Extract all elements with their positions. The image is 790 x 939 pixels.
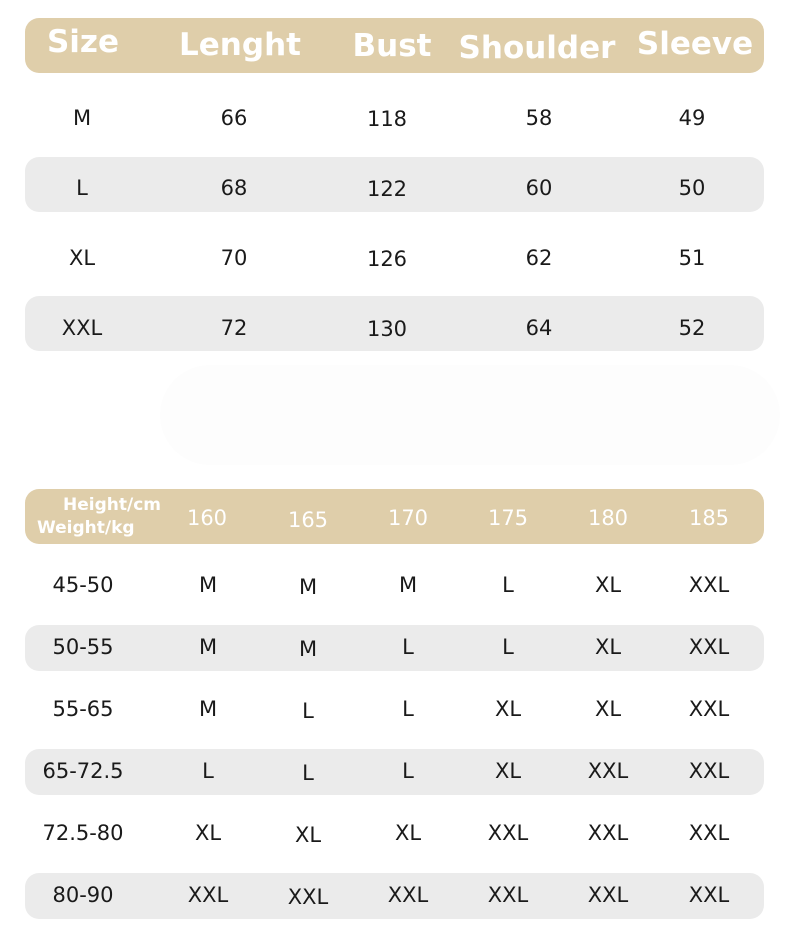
shoulder-cell: 58 (525, 106, 553, 130)
size-recommendation: L (302, 699, 314, 723)
size-header-shoulder: Shoulder (458, 30, 616, 66)
size-recommendation: XXL (688, 697, 730, 721)
bust-cell: 122 (366, 177, 408, 201)
size-recommendation: L (402, 635, 414, 659)
height-header-180: 180 (587, 506, 629, 530)
weight-cell: 65-72.5 (42, 759, 124, 783)
size-recommendation: XXL (187, 883, 229, 907)
size-recommendation: XL (594, 573, 622, 597)
size-cell: M (72, 106, 92, 130)
size-header-bust: Bust (352, 28, 432, 64)
length-cell: 66 (220, 106, 248, 130)
weight-cell: 80-90 (52, 883, 114, 907)
faint-background-shape (160, 365, 780, 465)
size-recommendation: XL (294, 823, 322, 847)
length-cell: 70 (220, 246, 248, 270)
height-header-165: 165 (287, 508, 329, 532)
height-header-170: 170 (387, 506, 429, 530)
size-recommendation: M (198, 635, 218, 659)
sleeve-cell: 51 (678, 246, 706, 270)
size-recommendation: XXL (688, 759, 730, 783)
size-recommendation: XXL (688, 821, 730, 845)
size-recommendation: XXL (688, 573, 730, 597)
shoulder-cell: 60 (525, 176, 553, 200)
size-recommendation: XXL (688, 883, 730, 907)
size-recommendation: XXL (587, 883, 629, 907)
fit-row-stripe (25, 625, 764, 671)
size-recommendation: L (502, 573, 514, 597)
size-header-sleeve: Sleeve (636, 26, 754, 62)
size-recommendation: L (402, 697, 414, 721)
size-recommendation: M (398, 573, 418, 597)
bust-cell: 130 (366, 317, 408, 341)
size-recommendation: XL (394, 821, 422, 845)
height-header-175: 175 (487, 506, 529, 530)
size-recommendation: XL (194, 821, 222, 845)
sleeve-cell: 50 (678, 176, 706, 200)
size-header-size: Size (46, 24, 120, 60)
size-recommendation: XXL (487, 883, 529, 907)
sleeve-cell: 49 (678, 106, 706, 130)
size-recommendation: XXL (688, 635, 730, 659)
bust-cell: 126 (366, 247, 408, 271)
shoulder-cell: 64 (525, 316, 553, 340)
size-recommendation: XXL (387, 883, 429, 907)
size-recommendation: L (202, 759, 214, 783)
corner-weight-label: Weight/kg (37, 518, 135, 538)
size-recommendation: XXL (587, 821, 629, 845)
size-recommendation: XL (494, 697, 522, 721)
sleeve-cell: 52 (678, 316, 706, 340)
weight-cell: 50-55 (52, 635, 114, 659)
size-recommendation: XL (594, 697, 622, 721)
size-cell: XL (68, 246, 96, 270)
weight-cell: 45-50 (52, 573, 114, 597)
bust-cell: 118 (366, 107, 408, 131)
fit-row-stripe (25, 749, 764, 795)
size-recommendation: M (298, 575, 318, 599)
size-recommendation: L (302, 761, 314, 785)
size-cell: L (76, 176, 88, 200)
size-recommendation: L (502, 635, 514, 659)
size-recommendation: M (198, 697, 218, 721)
weight-cell: 72.5-80 (42, 821, 124, 845)
corner-height-label: Height/cm (63, 495, 161, 515)
size-header-length: Lenght (179, 27, 301, 63)
size-recommendation: XL (494, 759, 522, 783)
size-recommendation: XL (594, 635, 622, 659)
length-cell: 68 (220, 176, 248, 200)
size-recommendation: XXL (587, 759, 629, 783)
size-recommendation: M (198, 573, 218, 597)
size-cell: XXL (61, 316, 103, 340)
size-recommendation: XXL (287, 885, 329, 909)
size-recommendation: L (402, 759, 414, 783)
height-header-160: 160 (186, 506, 228, 530)
height-header-185: 185 (688, 506, 730, 530)
size-recommendation: XXL (487, 821, 529, 845)
length-cell: 72 (220, 316, 248, 340)
weight-cell: 55-65 (52, 697, 114, 721)
shoulder-cell: 62 (525, 246, 553, 270)
size-recommendation: M (298, 637, 318, 661)
